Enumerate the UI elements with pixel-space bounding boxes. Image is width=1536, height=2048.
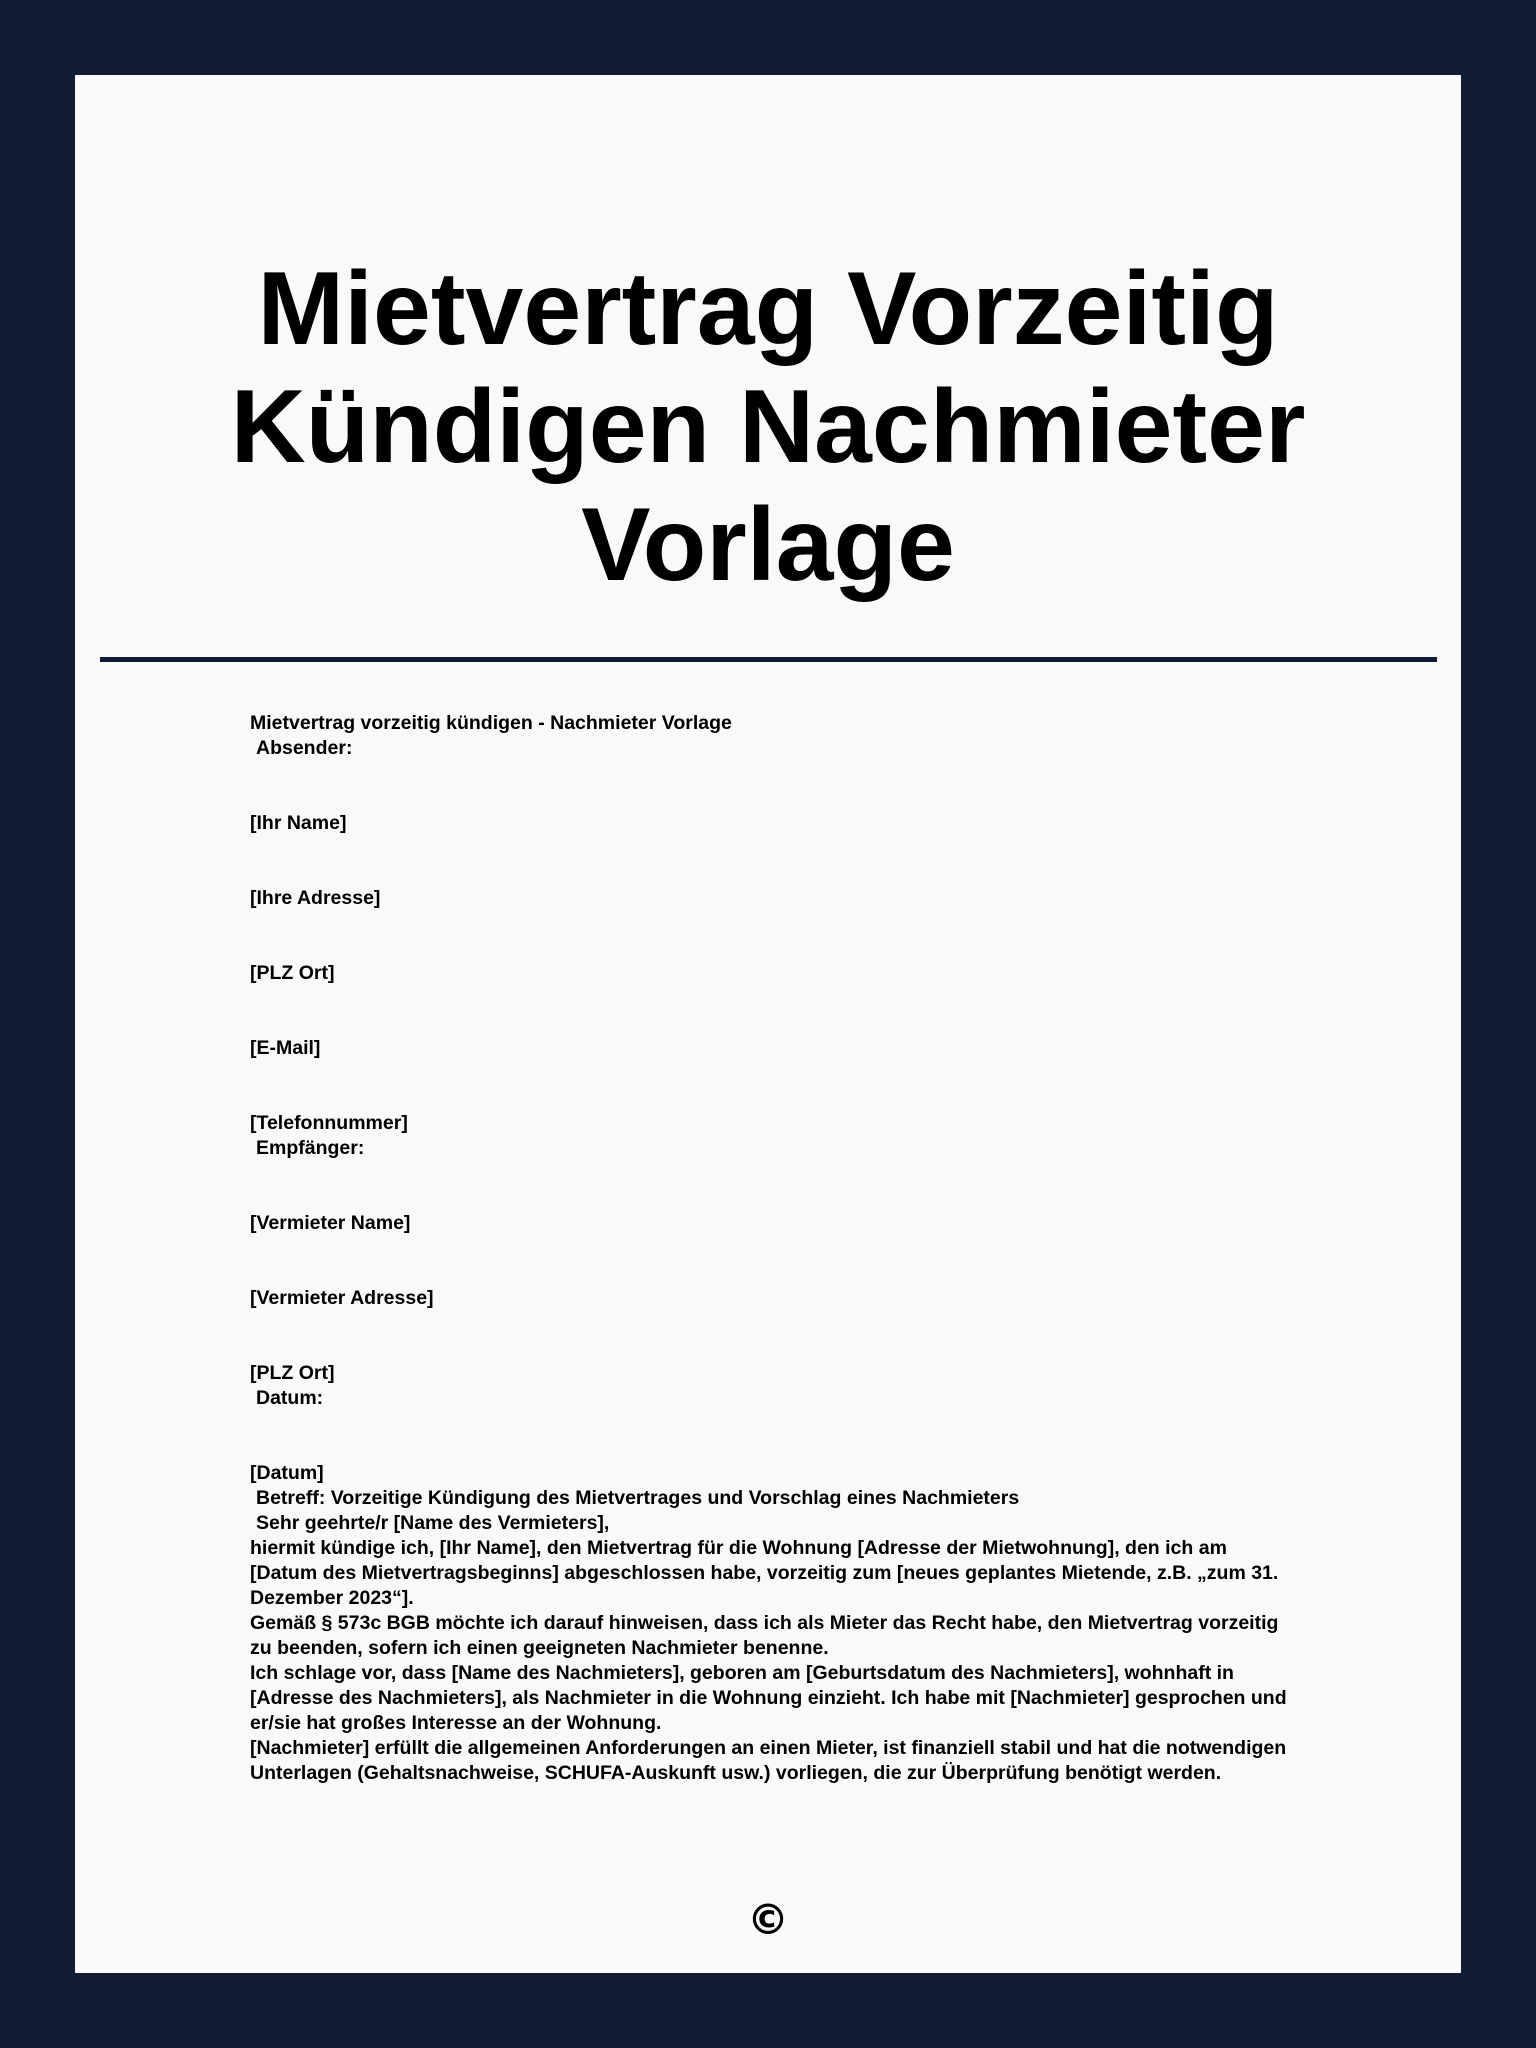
sender-email: [E-Mail]: [250, 1037, 321, 1059]
letter-body: [250, 711, 1350, 1786]
sender-city: [PLZ Ort]: [250, 962, 335, 984]
paragraph-successor-proposal: Ich schlage vor, dass [Name des Nachmieters], geboren am [Geburtsdatum des Nachmieters], wohnhaft in [Adresse des Nachmieters], als Nachmieter in die Wohnung einzieht. Ich habe mit [Nachmieter] gesprochen und er/sie hat großes Interesse an der Wohnung.: [250, 1662, 1287, 1734]
date-value: [Datum]: [250, 1462, 324, 1484]
sender-name: [Ihr Name]: [250, 812, 347, 834]
date-label: Datum:: [256, 1387, 324, 1409]
subject-line: Betreff: Vorzeitige Kündigung des Mietvertrages und Vorschlag eines Nachmieters: [256, 1487, 1020, 1509]
landlord-address: [Vermieter Adresse]: [250, 1287, 434, 1309]
salutation: Sehr geehrte/r [Name des Vermieters],: [256, 1512, 610, 1534]
letter-heading: Mietvertrag vorzeitig kündigen - Nachmieter Vorlage: [250, 712, 732, 734]
recipient-label: Empfänger:: [256, 1137, 365, 1159]
sender-label: Absender:: [256, 737, 353, 759]
sender-phone: [Telefonnummer]: [250, 1112, 408, 1134]
title-divider: [100, 657, 1437, 662]
paragraph-termination: hiermit kündige ich, [Ihr Name], den Mietvertrag für die Wohnung [Adresse der Mietwohnung], den ich am [Datum des Mietvertragsbeginns] abgeschlossen habe, vorzeitig zum [neues geplantes Mietende, z.B. „zum 31. Dezember 2023“].: [250, 1537, 1279, 1609]
landlord-city: [PLZ Ort]: [250, 1362, 335, 1384]
document-page: [75, 75, 1461, 1973]
copyright-icon: ©: [747, 1895, 789, 1944]
paragraph-legal-basis: Gemäß § 573c BGB möchte ich darauf hinweisen, dass ich als Mieter das Recht habe, den Mietvertrag vorzeitig zu beenden, sofern ich einen geeigneten Nachmieter benenne.: [250, 1612, 1279, 1659]
document-title: Mietvertrag Vorzeitig Kündigen Nachmieter Vorlage: [230, 251, 1306, 603]
landlord-name: [Vermieter Name]: [250, 1212, 411, 1234]
sender-address: [Ihre Adresse]: [250, 887, 381, 909]
paragraph-successor-qualification: [Nachmieter] erfüllt die allgemeinen Anforderungen an einen Mieter, ist finanziell stabil und hat die notwendigen Unterlagen (Gehaltsnachweise, SCHUFA-Auskunft usw.) vorliegen, die zur Überprüfung benötigt werden.: [250, 1737, 1287, 1784]
